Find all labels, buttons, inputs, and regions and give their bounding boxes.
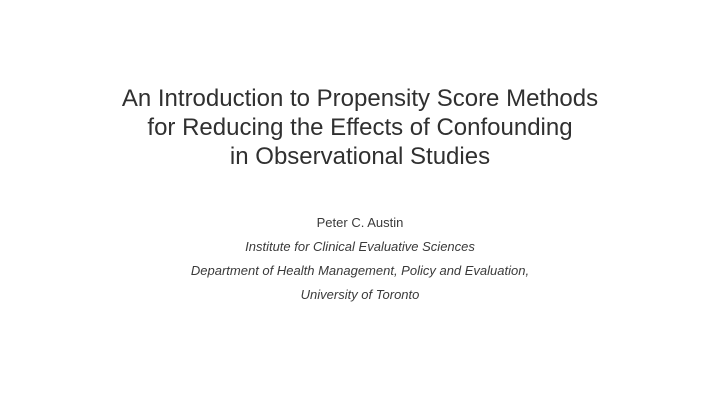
slide-subtitle: [60, 211, 660, 307]
slide-title: [60, 84, 660, 171]
author-name: Peter C. Austin: [316, 215, 404, 230]
affiliation-university: University of Toronto: [300, 287, 420, 302]
title-line-2: for Reducing the Effects of Confounding: [147, 114, 573, 141]
title-line-1: An Introduction to Propensity Score Methods: [121, 85, 599, 112]
affiliation-institute: Institute for Clinical Evaluative Sciences: [245, 239, 475, 254]
affiliation-department: Department of Health Management, Policy and Evaluation,: [190, 263, 530, 278]
title-line-3: in Observational Studies: [229, 143, 491, 170]
